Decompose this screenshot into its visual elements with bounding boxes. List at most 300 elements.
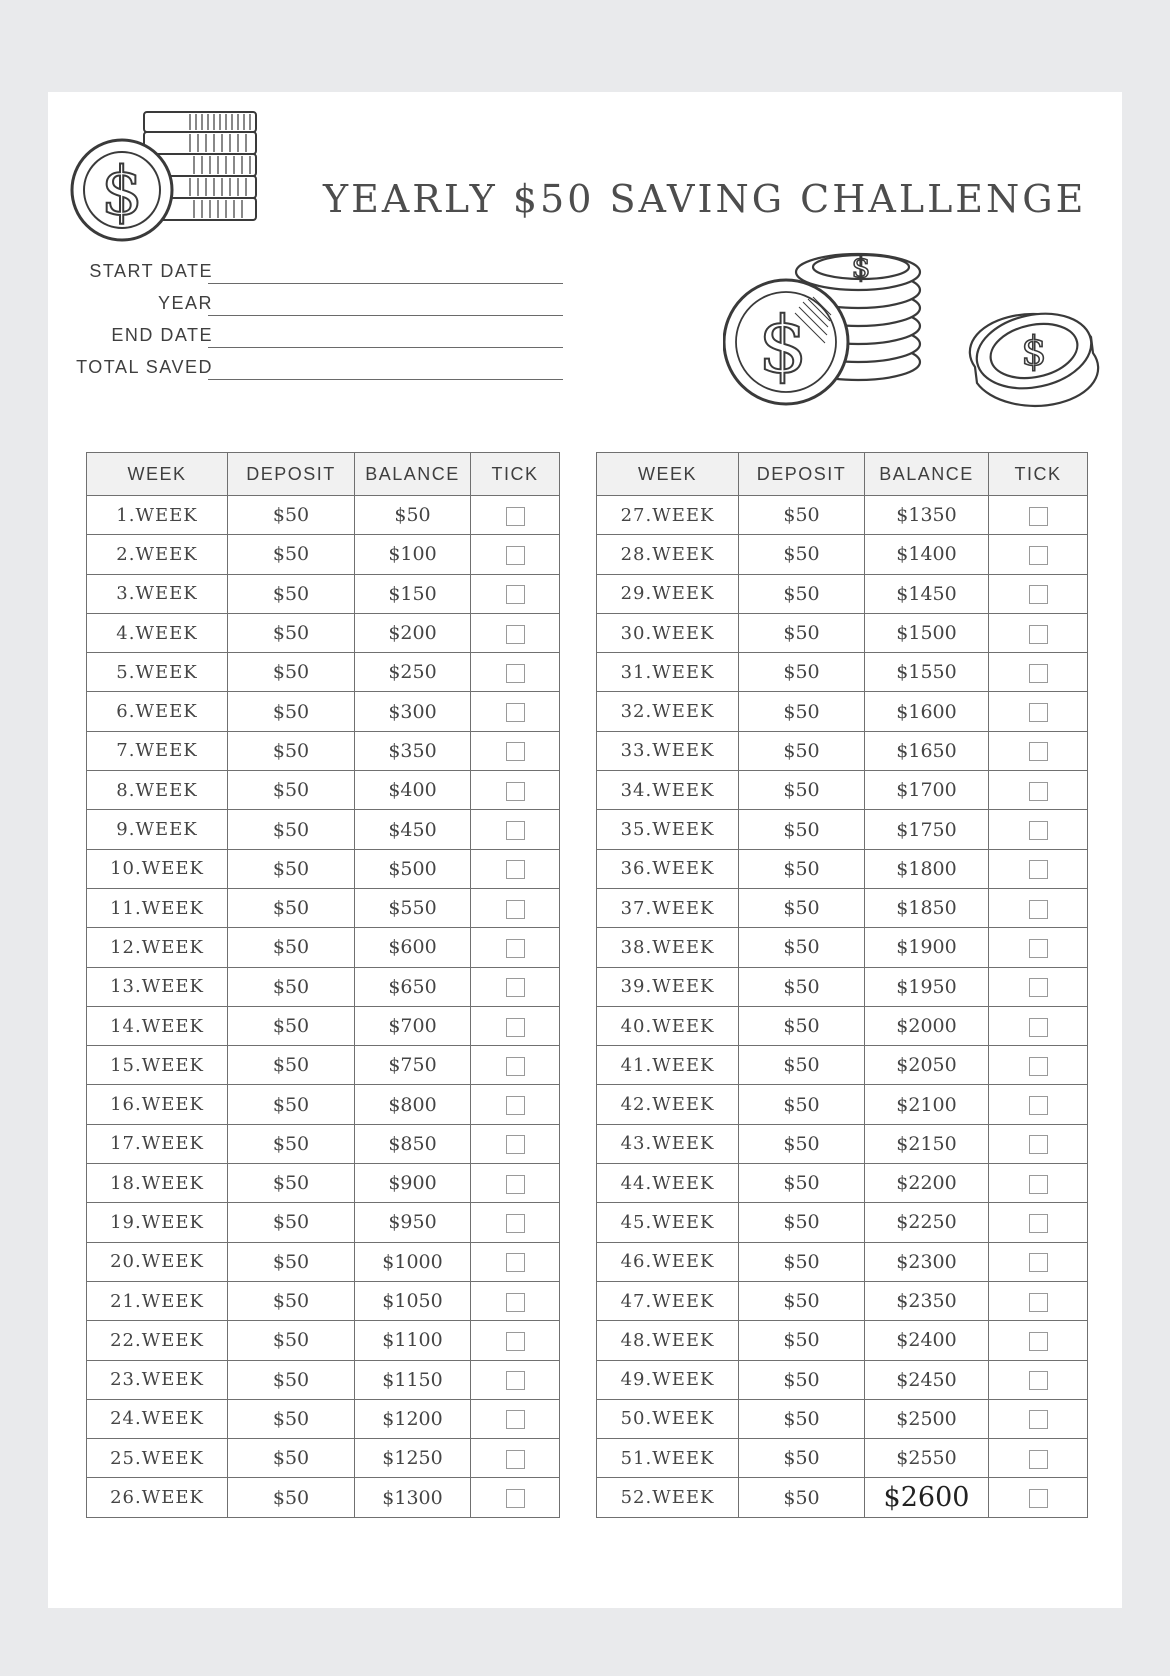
tick-cell [471,928,560,967]
week-cell: 26.WEEK [87,1478,228,1517]
balance-cell: $400 [355,771,471,810]
week-cell: 30.WEEK [597,613,739,652]
week-cell: 47.WEEK [597,1281,739,1320]
balance-cell: $2500 [865,1399,989,1438]
tick-checkbox[interactable] [1029,978,1048,997]
week-cell: 13.WEEK [87,967,228,1006]
deposit-cell: $50 [739,810,865,849]
week-cell: 5.WEEK [87,653,228,692]
tick-checkbox[interactable] [1029,1018,1048,1037]
tick-cell [989,1478,1088,1517]
tick-checkbox[interactable] [506,507,525,526]
balance-cell: $2550 [865,1439,989,1478]
table-row [597,1006,1088,1045]
deposit-cell: $50 [228,1360,355,1399]
start-date-label: START DATE [89,261,213,281]
week-cell: 28.WEEK [597,535,739,574]
table-row [87,653,560,692]
tick-cell [989,1399,1088,1438]
week-cell: 17.WEEK [87,1124,228,1163]
tick-checkbox[interactable] [506,1371,525,1390]
tick-checkbox[interactable] [1029,1293,1048,1312]
year-label: YEAR [157,293,213,313]
end-date-line[interactable] [208,347,563,348]
tick-checkbox[interactable] [506,1293,525,1312]
tick-cell [989,692,1088,731]
total-saved-field[interactable] [48,353,568,385]
table-row [87,1124,560,1163]
deposit-cell: $50 [228,1242,355,1281]
week-cell: 50.WEEK [597,1399,739,1438]
balance-cell: $700 [355,1006,471,1045]
tick-cell [471,496,560,535]
total-saved-line[interactable] [208,379,563,380]
tick-cell [989,771,1088,810]
week-cell: 10.WEEK [87,849,228,888]
table-row [87,613,560,652]
balance-cell: $200 [355,613,471,652]
deposit-cell: $50 [228,1478,355,1517]
deposit-cell: $50 [739,1006,865,1045]
deposit-cell: $50 [739,731,865,770]
tick-cell [471,1164,560,1203]
deposit-cell: $50 [739,535,865,574]
balance-cell: $500 [355,849,471,888]
balance-cell: $1450 [865,574,989,613]
tick-checkbox[interactable] [1029,1057,1048,1076]
week-cell: 3.WEEK [87,574,228,613]
deposit-cell: $50 [228,496,355,535]
week-cell: 37.WEEK [597,888,739,927]
tick-cell [989,613,1088,652]
balance-cell: $450 [355,810,471,849]
year-field[interactable] [48,289,568,321]
balance-cell: $1200 [355,1399,471,1438]
week-cell: 48.WEEK [597,1321,739,1360]
tick-cell [471,1321,560,1360]
col-deposit-header: DEPOSIT [228,453,355,496]
tick-cell [989,731,1088,770]
deposit-cell: $50 [228,967,355,1006]
deposit-cell: $50 [228,810,355,849]
tick-checkbox[interactable] [506,860,525,879]
tick-checkbox[interactable] [506,821,525,840]
tick-cell [989,1439,1088,1478]
col-tick-header: TICK [989,453,1088,496]
week-cell: 35.WEEK [597,810,739,849]
deposit-cell: $50 [739,1085,865,1124]
tick-cell [989,1085,1088,1124]
week-cell: 38.WEEK [597,928,739,967]
week-cell: 11.WEEK [87,888,228,927]
table-row [597,928,1088,967]
tick-cell [989,849,1088,888]
tick-checkbox[interactable] [506,1135,525,1154]
table-row [597,731,1088,770]
balance-cell: $1000 [355,1242,471,1281]
table-row [87,888,560,927]
table-row [597,1281,1088,1320]
balance-cell: $1650 [865,731,989,770]
svg-text:$: $ [101,153,143,230]
table-row [87,810,560,849]
deposit-cell: $50 [228,1046,355,1085]
deposit-cell: $50 [739,1360,865,1399]
tick-checkbox[interactable] [506,664,525,683]
balance-cell: $800 [355,1085,471,1124]
week-cell: 49.WEEK [597,1360,739,1399]
tick-checkbox[interactable] [506,1332,525,1351]
balance-cell: $1800 [865,849,989,888]
tick-cell [471,653,560,692]
balance-cell: $250 [355,653,471,692]
deposit-cell: $50 [739,574,865,613]
deposit-cell: $50 [228,1439,355,1478]
tick-checkbox[interactable] [1029,664,1048,683]
balance-cell: $650 [355,967,471,1006]
tick-cell [989,1006,1088,1045]
tick-cell [989,535,1088,574]
tick-cell [989,496,1088,535]
week-cell: 29.WEEK [597,574,739,613]
tick-cell [471,771,560,810]
week-cell: 44.WEEK [597,1164,739,1203]
table-row [87,1321,560,1360]
deposit-cell: $50 [739,1046,865,1085]
col-week-header: WEEK [597,453,739,496]
deposit-cell: $50 [228,1321,355,1360]
tick-checkbox[interactable] [1029,507,1048,526]
balance-cell: $550 [355,888,471,927]
table-row [597,496,1088,535]
balance-cell: $850 [355,1124,471,1163]
deposit-cell: $50 [739,496,865,535]
deposit-cell: $50 [739,692,865,731]
week-cell: 32.WEEK [597,692,739,731]
deposit-cell: $50 [739,1478,865,1517]
tick-checkbox[interactable] [1029,1253,1048,1272]
table-row [87,1046,560,1085]
deposit-cell: $50 [739,1281,865,1320]
deposit-cell: $50 [228,849,355,888]
tick-checkbox[interactable] [1029,546,1048,565]
tick-checkbox[interactable] [1029,1332,1048,1351]
tick-checkbox[interactable] [1029,1410,1048,1429]
tick-cell [989,1321,1088,1360]
week-cell: 4.WEEK [87,613,228,652]
week-cell: 46.WEEK [597,1242,739,1281]
start-date-line[interactable] [208,283,563,284]
table-row [87,692,560,731]
balance-cell: $2150 [865,1124,989,1163]
tick-checkbox[interactable] [506,703,525,722]
table-row [597,1399,1088,1438]
table-row [597,1164,1088,1203]
balance-cell: $1900 [865,928,989,967]
week-cell: 52.WEEK [597,1478,739,1517]
week-cell: 31.WEEK [597,653,739,692]
table-row [597,574,1088,613]
header-fields [48,257,568,385]
table-row [87,731,560,770]
table-row [87,1478,560,1517]
tick-checkbox[interactable] [1029,1489,1048,1508]
deposit-cell: $50 [228,1124,355,1163]
week-cell: 25.WEEK [87,1439,228,1478]
balance-cell: $300 [355,692,471,731]
table-row [597,1321,1088,1360]
balance-cell: $600 [355,928,471,967]
tick-cell [471,1360,560,1399]
table-row [87,1203,560,1242]
tick-cell [471,849,560,888]
week-cell: 34.WEEK [597,771,739,810]
tick-cell [989,1164,1088,1203]
tick-checkbox[interactable] [506,1489,525,1508]
table-row [597,1085,1088,1124]
svg-text:$: $ [1021,329,1047,375]
deposit-cell: $50 [739,1242,865,1281]
table-row [87,1085,560,1124]
tick-checkbox[interactable] [506,1018,525,1037]
tick-cell [471,967,560,1006]
tick-checkbox[interactable] [506,1253,525,1272]
tick-cell [471,1085,560,1124]
deposit-cell: $50 [228,731,355,770]
week-cell: 16.WEEK [87,1085,228,1124]
tick-checkbox[interactable] [506,1057,525,1076]
tick-checkbox[interactable] [1029,703,1048,722]
deposit-cell: $50 [739,1321,865,1360]
week-cell: 27.WEEK [597,496,739,535]
tick-checkbox[interactable] [1029,1450,1048,1469]
balance-cell: $1700 [865,771,989,810]
tick-checkbox[interactable] [1029,1135,1048,1154]
balance-cell: $150 [355,574,471,613]
week-cell: 36.WEEK [597,849,739,888]
table-row [597,888,1088,927]
balance-cell: $900 [355,1164,471,1203]
tick-cell [989,888,1088,927]
table-row [87,1242,560,1281]
week-cell: 1.WEEK [87,496,228,535]
table-row [87,928,560,967]
tick-cell [989,967,1088,1006]
table-row [597,1360,1088,1399]
tick-cell [471,1242,560,1281]
balance-cell: $2400 [865,1321,989,1360]
week-cell: 24.WEEK [87,1399,228,1438]
table-row [597,1242,1088,1281]
balance-cell: $2050 [865,1046,989,1085]
deposit-cell: $50 [739,967,865,1006]
table-row [597,771,1088,810]
deposit-cell: $50 [228,535,355,574]
week-cell: 45.WEEK [597,1203,739,1242]
week-cell: 15.WEEK [87,1046,228,1085]
deposit-cell: $50 [228,1164,355,1203]
week-cell: 22.WEEK [87,1321,228,1360]
tick-checkbox[interactable] [506,1410,525,1429]
tick-checkbox[interactable] [506,1175,525,1194]
tick-checkbox[interactable] [506,585,525,604]
balance-cell: $1850 [865,888,989,927]
tick-checkbox[interactable] [1029,939,1048,958]
tick-cell [989,1281,1088,1320]
table-row [87,1399,560,1438]
deposit-cell: $50 [739,1203,865,1242]
tick-checkbox[interactable] [1029,742,1048,761]
table-row [87,535,560,574]
table-row [87,1360,560,1399]
deposit-cell: $50 [228,613,355,652]
tick-cell [471,535,560,574]
table-row [87,496,560,535]
balance-cell: $2000 [865,1006,989,1045]
week-cell: 43.WEEK [597,1124,739,1163]
tick-cell [471,613,560,652]
tick-checkbox[interactable] [506,546,525,565]
table-row [597,653,1088,692]
tick-cell [471,1399,560,1438]
tick-cell [471,574,560,613]
week-cell: 21.WEEK [87,1281,228,1320]
tick-checkbox[interactable] [506,900,525,919]
week-cell: 12.WEEK [87,928,228,967]
table-row [87,771,560,810]
table-row [87,1281,560,1320]
balance-cell: $2250 [865,1203,989,1242]
week-cell: 41.WEEK [597,1046,739,1085]
balance-cell: $750 [355,1046,471,1085]
svg-text:$: $ [851,250,871,285]
tick-checkbox[interactable] [1029,625,1048,644]
col-deposit-header: DEPOSIT [739,453,865,496]
tick-cell [989,1046,1088,1085]
tick-checkbox[interactable] [1029,1175,1048,1194]
table-row [597,1124,1088,1163]
deposit-cell: $50 [228,653,355,692]
tick-cell [471,1281,560,1320]
deposit-cell: $50 [739,1124,865,1163]
tick-cell [989,1203,1088,1242]
balance-cell: $1550 [865,653,989,692]
tick-checkbox[interactable] [1029,860,1048,879]
weeks-table-right [596,452,1088,1518]
tick-checkbox[interactable] [1029,900,1048,919]
coin-pile-icon [723,247,1113,437]
deposit-cell: $50 [228,574,355,613]
balance-cell: $1400 [865,535,989,574]
worksheet-page [48,92,1122,1608]
deposit-cell: $50 [739,613,865,652]
svg-text:$: $ [758,301,808,391]
week-cell: 39.WEEK [597,967,739,1006]
tick-checkbox[interactable] [506,1450,525,1469]
tick-checkbox[interactable] [506,1214,525,1233]
tick-checkbox[interactable] [506,1096,525,1115]
deposit-cell: $50 [228,928,355,967]
tick-cell [989,1124,1088,1163]
tick-cell [471,810,560,849]
deposit-cell: $50 [739,888,865,927]
balance-cell: $2200 [865,1164,989,1203]
table-row [597,849,1088,888]
week-cell: 19.WEEK [87,1203,228,1242]
table-row [597,1203,1088,1242]
tick-cell [471,1478,560,1517]
table-row [87,1006,560,1045]
balance-cell: $1050 [355,1281,471,1320]
tick-checkbox[interactable] [506,782,525,801]
balance-cell: $2100 [865,1085,989,1124]
tick-cell [471,692,560,731]
table-row [597,1046,1088,1085]
tick-checkbox[interactable] [506,742,525,761]
balance-cell: $50 [355,496,471,535]
tick-checkbox[interactable] [1029,585,1048,604]
deposit-cell: $50 [228,1399,355,1438]
deposit-cell: $50 [228,692,355,731]
balance-cell: $950 [355,1203,471,1242]
tick-cell [471,1124,560,1163]
week-cell: 9.WEEK [87,810,228,849]
tick-checkbox[interactable] [506,625,525,644]
balance-cell: $1350 [865,496,989,535]
balance-cell: $2300 [865,1242,989,1281]
year-line[interactable] [208,315,563,316]
deposit-cell: $50 [739,928,865,967]
tick-checkbox[interactable] [506,978,525,997]
tick-checkbox[interactable] [1029,1214,1048,1233]
coin-stack-icon [70,110,260,250]
deposit-cell: $50 [739,1439,865,1478]
tick-checkbox[interactable] [1029,782,1048,801]
tick-cell [989,1242,1088,1281]
start-date-field[interactable] [48,257,568,289]
week-cell: 51.WEEK [597,1439,739,1478]
deposit-cell: $50 [739,1399,865,1438]
table-row [87,849,560,888]
week-cell: 42.WEEK [597,1085,739,1124]
balance-cell: $1300 [355,1478,471,1517]
tick-cell [471,1046,560,1085]
deposit-cell: $50 [228,888,355,927]
tick-checkbox[interactable] [1029,821,1048,840]
page-title: YEARLY $50 SAVING CHALLENGE [323,177,1087,221]
week-cell: 2.WEEK [87,535,228,574]
table-row [597,1439,1088,1478]
week-cell: 23.WEEK [87,1360,228,1399]
weeks-table-left [86,452,560,1518]
col-tick-header: TICK [471,453,560,496]
total-saved-label: TOTAL SAVED [76,357,213,377]
table-row [87,1439,560,1478]
week-cell: 8.WEEK [87,771,228,810]
col-balance-header: BALANCE [865,453,989,496]
week-cell: 20.WEEK [87,1242,228,1281]
balance-cell: $2350 [865,1281,989,1320]
balance-cell: $350 [355,731,471,770]
tick-checkbox[interactable] [506,939,525,958]
tick-cell [989,1360,1088,1399]
col-balance-header: BALANCE [355,453,471,496]
tick-cell [471,1439,560,1478]
balance-cell: $1500 [865,613,989,652]
end-date-field[interactable] [48,321,568,353]
tick-checkbox[interactable] [1029,1371,1048,1390]
tick-checkbox[interactable] [1029,1096,1048,1115]
